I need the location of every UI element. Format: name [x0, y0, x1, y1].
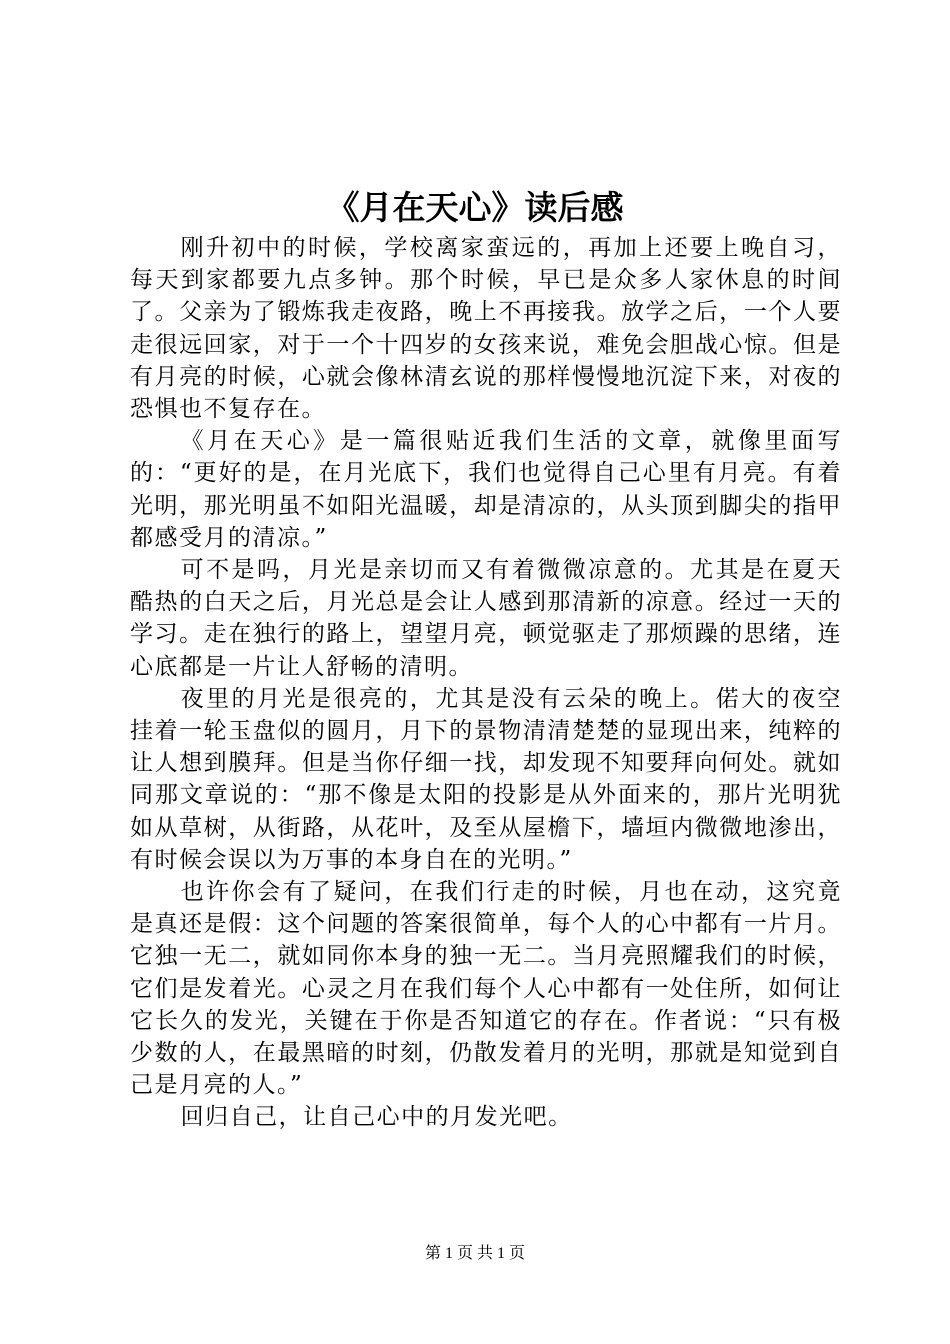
paragraph-3: 可不是吗，月光是亲切而又有着微微凉意的。尤其是在夏天酷热的白天之后，月光总是会让人感到那清新的凉意。经过一天的学习。走在独行的路上，望望月亮，顿觉驱走了那烦躁的思绪，连心底都是一片让人舒畅的清明。 — [130, 557, 842, 680]
page-number-footer: 第 1 页 共 1 页 — [424, 1245, 525, 1262]
document-title: 《月在天心》读后感 — [326, 188, 624, 227]
document-body — [130, 232, 842, 1134]
paragraph-4: 夜里的月光是很亮的，尤其是没有云朵的晚上。偌大的夜空挂着一轮玉盘似的圆月，月下的景物清清楚楚的显现出来，纯粹的让人想到膜拜。但是当你仔细一找，却发现不知要拜向何处。就如同那文章说的：“那不像是太阳的投影是从外面来的，那片光明犹如从草树，从街路，从花叶，及至从屋檐下，墙垣内微微地渗出，有时候会误以为万事的本身自在的光明。” — [130, 685, 842, 873]
paragraph-5: 也许你会有了疑问，在我们行走的时候，月也在动，这究竟是真还是假：这个问题的答案很简单，每个人的心中都有一片月。它独一无二，就如同你本身的独一无二。当月亮照耀我们的时候，它们是发着光。心灵之月在我们每个人心中都有一处住所，如何让它长久的发光，关键在于你是否知道它的存在。作者说：“只有极少数的人，在最黑暗的时刻，仍散发着月的光明，那就是知觉到自己是月亮的人。” — [130, 879, 842, 1099]
paragraph-1: 刚升初中的时候，学校离家蛮远的，再加上还要上晚自习，每天到家都要九点多钟。那个时候，早已是众多人家休息的时间了。父亲为了锻炼我走夜路，晚上不再接我。放学之后，一个人要走很远回家，对于一个十四岁的女孩来说，难免会胆战心惊。但是有月亮的时候，心就会像林清玄说的那样慢慢地沉淀下来，对夜的恐惧也不复存在。 — [130, 235, 842, 423]
paragraph-2: 《月在天心》是一篇很贴近我们生活的文章，就像里面写的：“更好的是，在月光底下，我们也觉得自己心里有月亮。有着光明，那光明虽不如阳光温暖，却是清凉的，从头顶到脚尖的指甲都感受月的清凉。” — [130, 428, 842, 551]
paragraph-6: 回归自己，让自己心中的月发光吧。 — [180, 1104, 573, 1131]
